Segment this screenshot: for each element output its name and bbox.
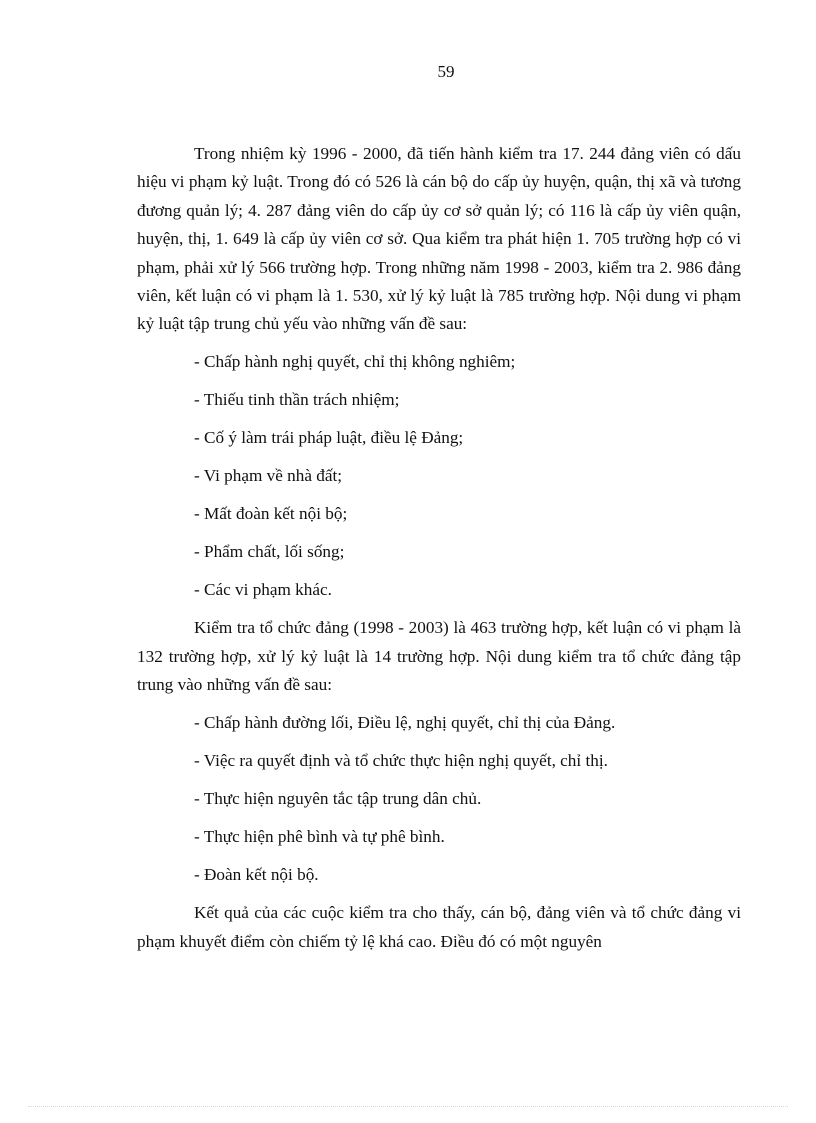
list-item: - Phẩm chất, lối sống; [194, 542, 345, 562]
list-item: - Cố ý làm trái pháp luật, điều lệ Đảng; [194, 428, 464, 448]
list-item: - Thực hiện phê bình và tự phê bình. [194, 827, 445, 847]
list-item: - Đoàn kết nội bộ. [194, 865, 319, 885]
list-item: - Mất đoàn kết nội bộ; [194, 504, 348, 524]
list-item: - Vi phạm về nhà đất; [194, 466, 343, 486]
paragraph-party-organization-inspection: Kiểm tra tổ chức đảng (1998 - 2003) là 463 trường hợp, kết luận có vi phạm là 132 trường hợp, xử lý kỷ luật là 14 trường hợp. Nội dung kiểm tra tổ chức đảng tập trung vào những vấn đề sau: [137, 618, 741, 695]
list-item: - Thực hiện nguyên tắc tập trung dân chủ. [194, 789, 482, 809]
list-item: - Việc ra quyết định và tổ chức thực hiện nghị quyết, chỉ thị. [194, 751, 608, 771]
list-item: - Thiếu tinh thần trách nhiệm; [194, 390, 400, 410]
paragraph-violations-1996-2003: Trong nhiệm kỳ 1996 - 2000, đã tiến hành kiểm tra 17. 244 đảng viên có dấu hiệu vi phạm kỷ luật. Trong đó có 526 là cán bộ do cấp ủy huyện, quận, thị xã và tương đương quản lý; 4. 287 đảng viên do cấp ủy cơ sở quản lý; có 116 là cấp ủy viên quận, huyện, thị, 1. 649 là cấp ủy viên cơ sở. Qua kiểm tra phát hiện 1. 705 trường hợp có vi phạm, phải xử lý 566 trường hợp. Trong những năm 1998 - 2003, kiểm tra 2. 986 đảng viên, kết luận có vi phạm là 1. 530, xử lý kỷ luật là 785 trường hợp. Nội dung vi phạm kỷ luật tập trung chủ yếu vào những vấn đề sau: [137, 144, 741, 334]
violation-content-list [137, 348, 741, 604]
inspection-content-list [137, 709, 741, 889]
page-number: 59 [437, 62, 455, 81]
list-item: - Các vi phạm khác. [194, 580, 332, 600]
paragraph-inspection-results: Kết quả của các cuộc kiểm tra cho thấy, cán bộ, đảng viên và tổ chức đảng vi phạm khuyết điểm còn chiếm tỷ lệ khá cao. Điều đó có một nguyên [137, 903, 741, 951]
list-item: - Chấp hành nghị quyết, chỉ thị không nghiêm; [194, 352, 516, 372]
document-body [137, 140, 741, 956]
page-bottom-divider [28, 1106, 788, 1107]
list-item: - Chấp hành đường lối, Điều lệ, nghị quyết, chỉ thị của Đảng. [194, 713, 616, 733]
